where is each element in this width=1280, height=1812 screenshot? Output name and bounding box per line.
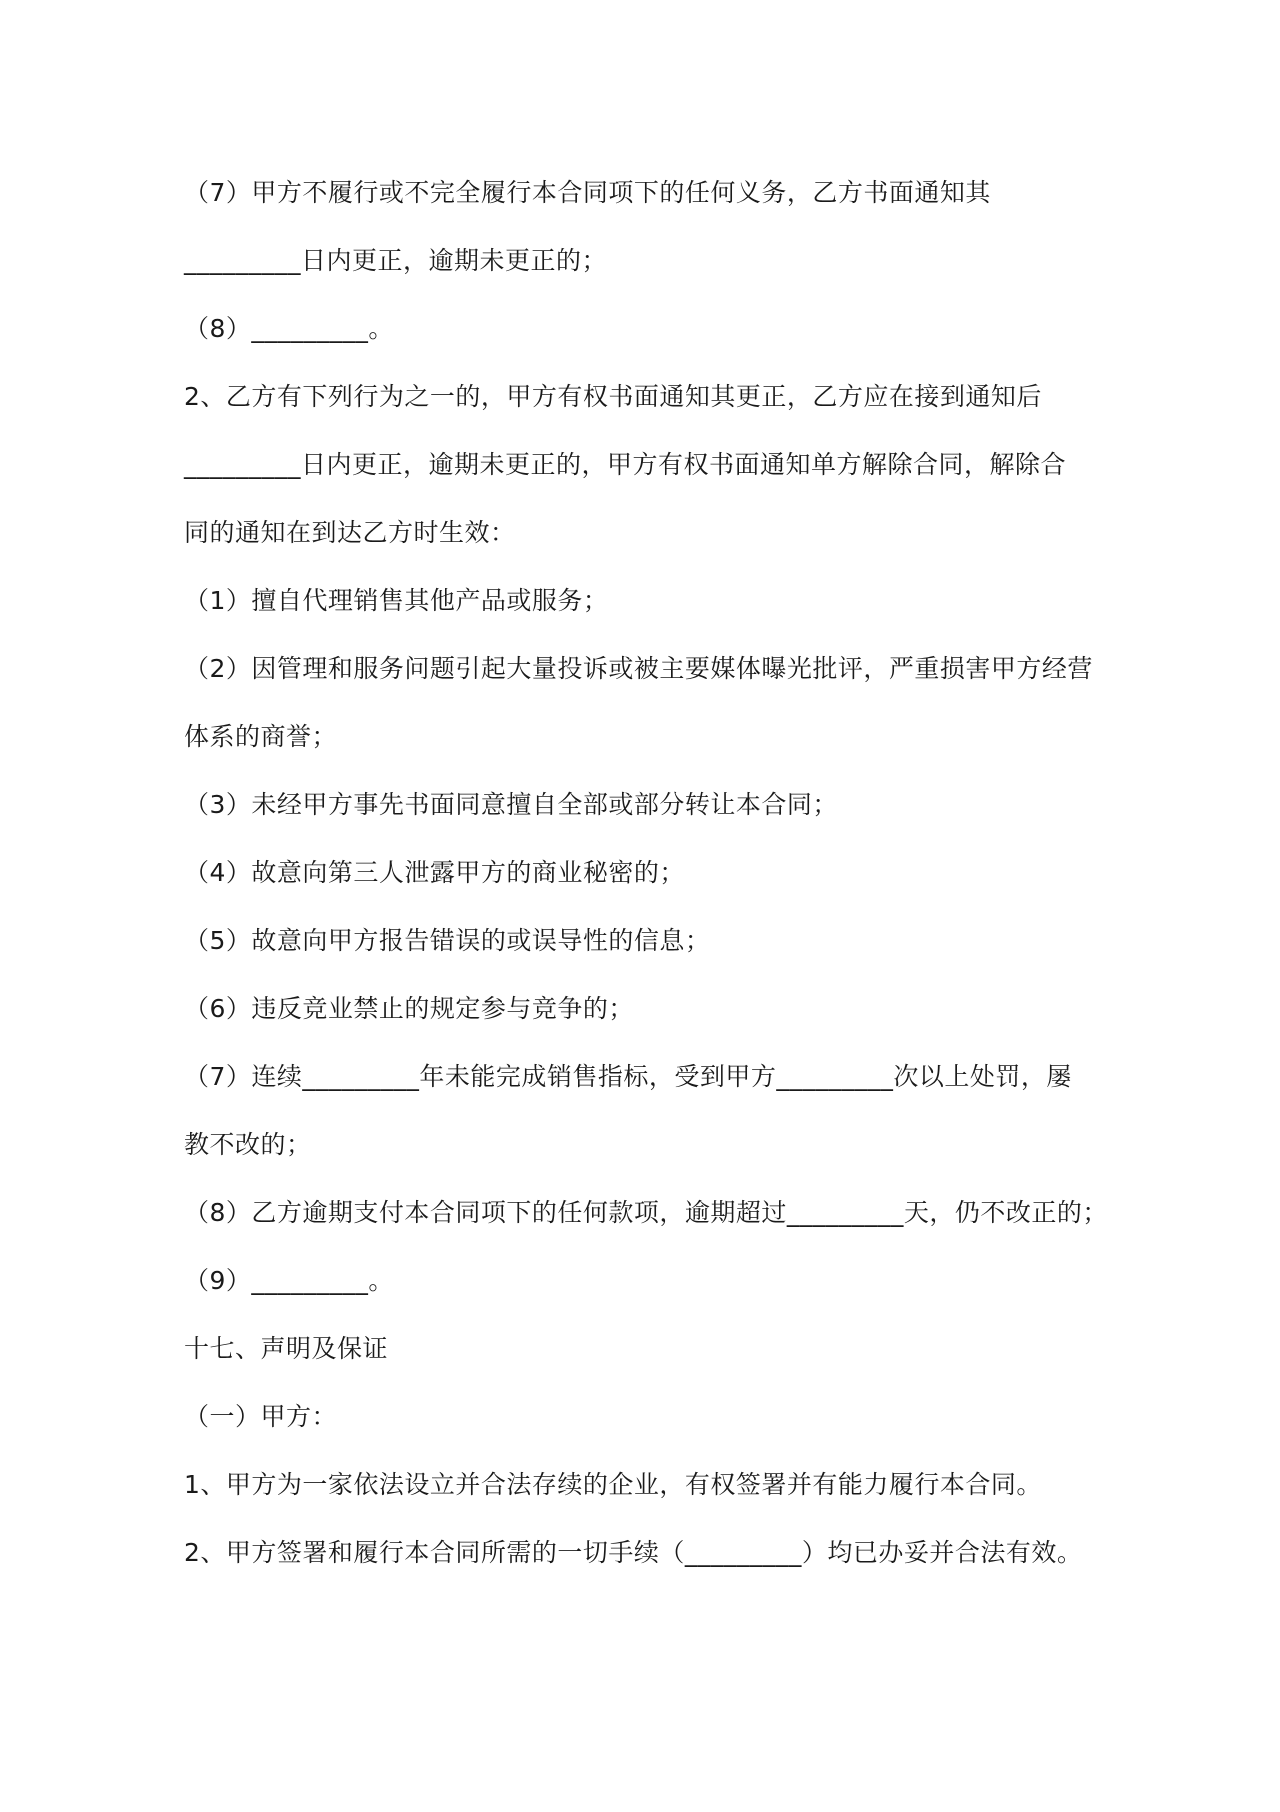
text-line: 2、甲方签署和履行本合同所需的一切手续（_________）均已办妥并合法有效。 (184, 1538, 1083, 1567)
text-line: （3）未经甲方事先书面同意擅自全部或部分转让本合同； (184, 790, 838, 819)
text-line: 教不改的； (184, 1130, 312, 1159)
text-line: _________日内更正，逾期未更正的； (184, 246, 608, 275)
text-line: （一）甲方： (184, 1402, 338, 1431)
section-heading: 十七、声明及保证 (184, 1334, 389, 1363)
text-line: （8）_________。 (184, 314, 394, 343)
text-line: （6）违反竞业禁止的规定参与竞争的； (184, 994, 634, 1023)
text-line: 2、乙方有下列行为之一的，甲方有权书面通知其更正，乙方应在接到通知后 (184, 382, 1042, 411)
text-line: （1）擅自代理销售其他产品或服务； (184, 586, 609, 615)
text-line: 同的通知在到达乙方时生效： (184, 518, 516, 547)
text-line: （7）甲方不履行或不完全履行本合同项下的任何义务，乙方书面通知其 (184, 178, 991, 207)
text-line: （8）乙方逾期支付本合同项下的任何款项，逾期超过_________天，仍不改正的； (184, 1198, 1108, 1227)
text-line: 体系的商誉； (184, 722, 338, 751)
text-line: _________日内更正，逾期未更正的，甲方有权书面通知单方解除合同，解除合 (184, 450, 1067, 479)
text-line: （7）连续_________年未能完成销售指标，受到甲方_________次以上处罚，屡 (184, 1062, 1072, 1091)
text-line: （2）因管理和服务问题引起大量投诉或被主要媒体曝光批评，严重损害甲方经营 (184, 654, 1093, 683)
text-line: （4）故意向第三人泄露甲方的商业秘密的； (184, 858, 685, 887)
text-line: 1、甲方为一家依法设立并合法存续的企业，有权签署并有能力履行本合同。 (184, 1470, 1042, 1499)
text-line: （5）故意向甲方报告错误的或误导性的信息； (184, 926, 711, 955)
text-line: （9）_________。 (184, 1266, 394, 1295)
